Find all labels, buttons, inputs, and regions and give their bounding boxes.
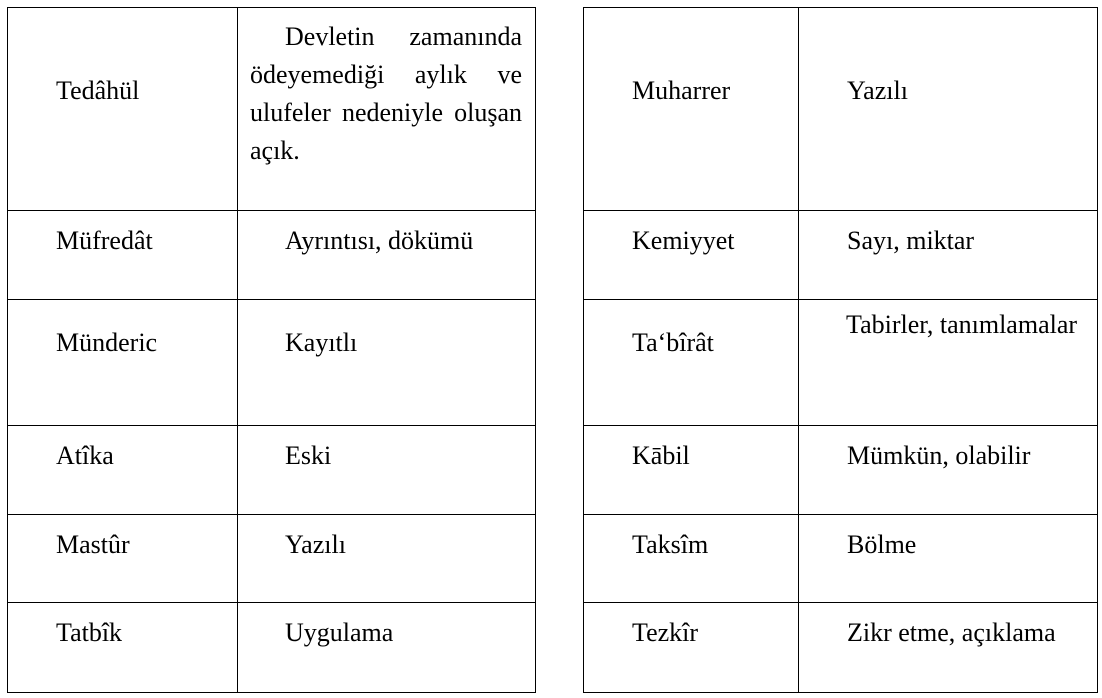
meaning-text: Tabirler, tanımlamalar [846,310,1078,339]
meaning-cell: Zikr etme, açıklama [799,603,1098,693]
glossary-table-right [583,7,1098,693]
meaning-cell: Uygulama [238,603,536,693]
meaning-cell: Ayrıntısı, dökümü [238,211,536,300]
term-cell: Kābil [584,426,799,515]
term-cell: Tedâhül [8,8,238,211]
meaning-cell [238,8,536,211]
meaning-cell: Eski [238,426,536,515]
table-row [8,8,536,211]
term-cell: Kemiyyet [584,211,799,300]
term-cell: Ta‘bîrât [584,300,799,426]
table-row [8,603,536,693]
meaning-cell: Mümkün, olabilir [799,426,1098,515]
table-row [8,426,536,515]
table-row [8,515,536,603]
meaning-cell [799,300,1098,426]
meaning-text: Devletin zamanında ödeyemediği aylık ve ulufeler nedeniyle oluşan açık. [250,22,522,165]
term-cell: Tatbîk [8,603,238,693]
meaning-cell: Yazılı [799,8,1098,211]
meaning-cell: Yazılı [238,515,536,603]
term-cell: Müfredât [8,211,238,300]
table-row [584,515,1098,603]
term-cell: Mastûr [8,515,238,603]
table-row [584,603,1098,693]
table-row [584,300,1098,426]
table-row [584,8,1098,211]
meaning-cell: Kayıtlı [238,300,536,426]
term-cell: Tezkîr [584,603,799,693]
meaning-cell: Sayı, miktar [799,211,1098,300]
term-cell: Taksîm [584,515,799,603]
table-row [584,426,1098,515]
glossary-table-left [7,7,536,693]
meaning-cell: Bölme [799,515,1098,603]
table-row [8,211,536,300]
term-cell: Münderic [8,300,238,426]
table-row [8,300,536,426]
term-cell: Muharrer [584,8,799,211]
table-row [584,211,1098,300]
term-cell: Atîka [8,426,238,515]
